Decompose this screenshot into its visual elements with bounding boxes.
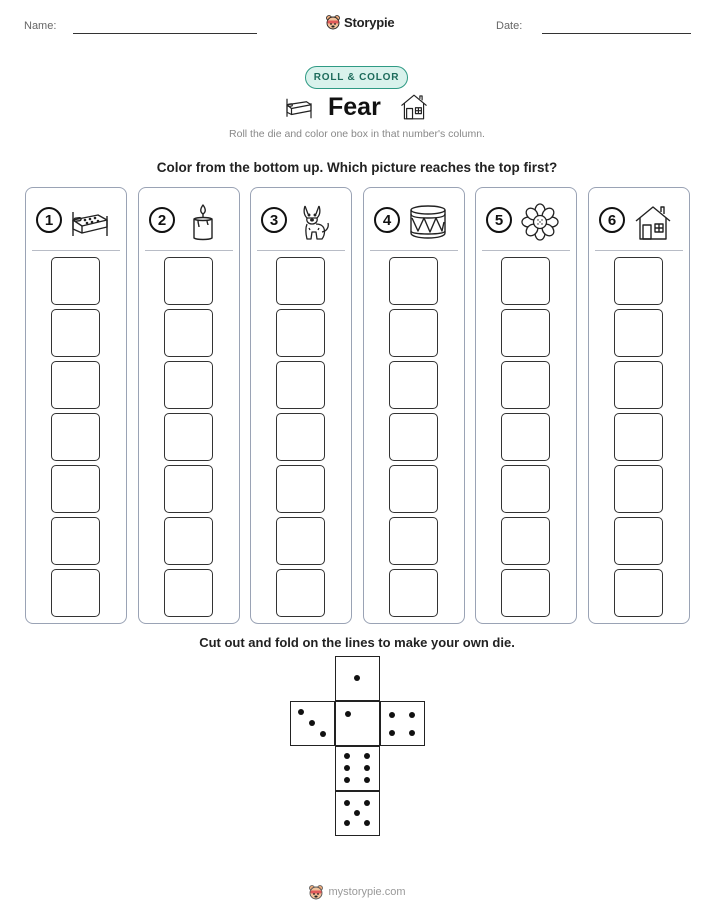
cut-instruction: Cut out and fold on the lines to make your own die.: [199, 635, 515, 650]
footer-url: mystorypie.com: [328, 886, 406, 898]
die-pip: [344, 820, 350, 826]
bed-icon: [284, 94, 314, 120]
color-box[interactable]: [501, 257, 550, 305]
color-box[interactable]: [276, 569, 325, 617]
color-box[interactable]: [164, 413, 213, 461]
color-box[interactable]: [501, 361, 550, 409]
die-pip: [354, 810, 360, 816]
house-icon: [399, 93, 429, 121]
color-box[interactable]: [614, 413, 663, 461]
dog-icon: [295, 202, 335, 242]
column-number: 2: [149, 207, 175, 233]
die-pip: [364, 753, 370, 759]
die-pip: [409, 712, 415, 718]
die-pip: [364, 765, 370, 771]
die-pip: [344, 777, 350, 783]
color-box[interactable]: [501, 413, 550, 461]
instruction: Color from the bottom up. Which picture reaches the top first?: [156, 160, 558, 175]
column-divider: [595, 250, 683, 251]
color-box[interactable]: [389, 517, 438, 565]
die-pip: [344, 765, 350, 771]
column-divider: [257, 250, 345, 251]
color-box[interactable]: [51, 413, 100, 461]
color-box[interactable]: [51, 309, 100, 357]
color-box[interactable]: [389, 361, 438, 409]
color-box[interactable]: [164, 257, 213, 305]
roll-column-6: [588, 187, 690, 624]
color-box[interactable]: [276, 517, 325, 565]
column-divider: [145, 250, 233, 251]
column-number: 6: [599, 207, 625, 233]
die-pip: [364, 820, 370, 826]
color-box[interactable]: [501, 465, 550, 513]
color-box[interactable]: [389, 309, 438, 357]
color-box[interactable]: [501, 517, 550, 565]
die-pip: [389, 712, 395, 718]
roll-column-2: [138, 187, 240, 624]
color-box[interactable]: [389, 413, 438, 461]
color-box[interactable]: [501, 569, 550, 617]
date-line: [542, 33, 691, 34]
color-box[interactable]: [51, 361, 100, 409]
die-pip: [298, 709, 304, 715]
color-box[interactable]: [164, 517, 213, 565]
footer: [0, 884, 714, 900]
color-box[interactable]: [51, 465, 100, 513]
die-pip: [354, 675, 360, 681]
die-face-6: [335, 746, 380, 791]
color-box[interactable]: [614, 465, 663, 513]
color-box[interactable]: [164, 361, 213, 409]
die-face-3: [290, 701, 335, 746]
drum-icon: [408, 202, 448, 242]
color-box[interactable]: [51, 517, 100, 565]
color-box[interactable]: [614, 309, 663, 357]
die-pip: [389, 730, 395, 736]
color-box[interactable]: [614, 569, 663, 617]
bear-mascot-icon: [308, 884, 324, 900]
column-divider: [482, 250, 570, 251]
color-box[interactable]: [501, 309, 550, 357]
house-icon: [633, 202, 673, 242]
color-box[interactable]: [276, 309, 325, 357]
color-box[interactable]: [614, 257, 663, 305]
color-box[interactable]: [51, 569, 100, 617]
column-number: 1: [36, 207, 62, 233]
column-number: 5: [486, 207, 512, 233]
brand-name: Storypie: [344, 14, 395, 30]
bed-icon: [70, 202, 110, 242]
color-box[interactable]: [51, 257, 100, 305]
die-face-1: [335, 656, 380, 701]
color-box[interactable]: [164, 569, 213, 617]
subtitle: Roll the die and color one box in that number's column.: [229, 128, 485, 140]
color-box[interactable]: [164, 465, 213, 513]
flower-icon: [520, 202, 560, 242]
page-title: Fear: [328, 93, 381, 121]
color-box[interactable]: [276, 465, 325, 513]
color-box[interactable]: [614, 517, 663, 565]
color-box[interactable]: [389, 569, 438, 617]
candle-icon: [183, 202, 223, 242]
die-pip: [409, 730, 415, 736]
die-pip: [345, 711, 351, 717]
die-face-1: [335, 701, 380, 746]
color-box[interactable]: [276, 413, 325, 461]
name-label: Name:: [24, 20, 57, 32]
die-pip: [344, 800, 350, 806]
date-label: Date:: [496, 20, 523, 32]
brand-logo: [325, 14, 394, 30]
die-face-5: [335, 791, 380, 836]
die-pip: [309, 720, 315, 726]
die-pip: [320, 731, 326, 737]
bear-mascot-icon: [325, 14, 341, 30]
roll-column-4: [363, 187, 465, 624]
color-box[interactable]: [276, 361, 325, 409]
column-divider: [32, 250, 120, 251]
column-number: 4: [374, 207, 400, 233]
column-number: 3: [261, 207, 287, 233]
roll-column-1: [25, 187, 127, 624]
die-pip: [364, 777, 370, 783]
die-pip: [364, 800, 370, 806]
color-box[interactable]: [389, 465, 438, 513]
die-face-4: [380, 701, 425, 746]
name-line: [73, 33, 257, 34]
color-box[interactable]: [389, 257, 438, 305]
roll-column-5: [475, 187, 577, 624]
activity-badge: ROLL & COLOR: [305, 66, 408, 89]
color-box[interactable]: [164, 309, 213, 357]
roll-column-3: [250, 187, 352, 624]
die-pip: [344, 753, 350, 759]
column-divider: [370, 250, 458, 251]
color-box[interactable]: [614, 361, 663, 409]
color-box[interactable]: [276, 257, 325, 305]
